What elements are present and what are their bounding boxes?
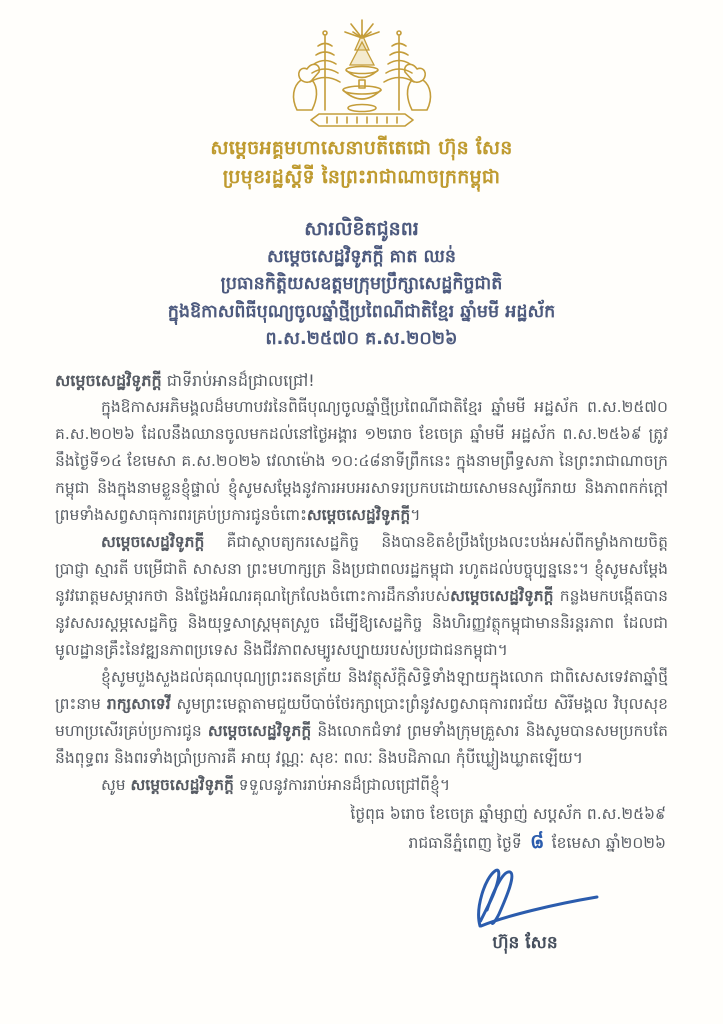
gregorian-date-line [55,828,666,858]
date-suffix: ខែមេសា ឆ្នាំ២០២៦ [551,834,666,852]
body-paragraph [55,529,668,664]
royal-arms-icon [55,18,668,130]
signatory-name: ហ៊ុន សែន [492,932,558,953]
honorific-bold-text: សម្តេចសេដ្ឋវិទូភក្តី [306,505,411,524]
paragraph-text: សូមព្រះមេត្តាតាមជួយបីបាច់ថែរក្សាប្រោះព្រំនូវសព្វសាធុការពរជ័យ សិរីមង្គល វិបុលសុខ មហាប្រសើរគ្រប់ប្រការជូន [55,694,669,740]
salutation [55,367,668,394]
recipient-name-line: សម្តេចសេដ្ឋវិទូភក្តី គាត ឈន់ [266,246,457,267]
dateline [55,801,668,858]
signature-scribble-icon [425,862,625,940]
letterhead [55,134,668,192]
date-prefix: រាជធានីភ្នំពេញ ថ្ងៃទី [408,834,522,852]
honorific-bold-text: សម្តេចសេដ្ឋវិទូភក្តី [101,532,205,551]
letterhead-subtitle-line: ប្រមុខរដ្ឋស្តីទី នៃព្រះរាជាណាចក្រកម្ពុជា [222,166,501,188]
handwritten-day-number: ៨ [528,828,545,854]
lunar-date-line: ថ្ងៃពុធ ៦រោច ខែចេត្រ ឆ្នាំម្សាញ់ សប្តស័ក ព.ស.២៥៦៩ [350,804,666,823]
letterhead-title-line: សម្តេចអគ្គមហាសេនាបតីតេជោ ហ៊ុន សែន [210,137,513,159]
signature-block [410,862,640,957]
paragraph-text: ក្នុងឱកាសអភិមង្គលដ៏មហាបវរនៃពិធីបុណ្យចូលឆ្នាំថ្មីប្រពៃណីជាតិខ្មែរ ឆ្នាំមមី អដ្ឋស័ក ព.ស.២៥៧០ គ.ស.២០២៦ ដែលនឹងឈានចូលមកដល់នៅថ្ងៃអង្គារ ១២រោច ខែចេត្រ ឆ្នាំមមី អដ្ឋស័ក ព.ស.២៥៦៩ ត្រូវនឹងថ្ងៃទី១៤ ខែមេសា គ.ស.២០២៦ វេលាម៉ោង ១០:៤៨នាទីព្រឹកនេះ ក្នុងនាមព្រឹទ្ធសភា នៃព្រះរាជាណាចក្រកម្ពុជា និងក្នុងនាមខ្លួនខ្ញុំផ្ទាល់ ខ្ញុំសូមសម្តែងនូវការអបអរសាទរប្រកបដោយសោមនស្សរីករាយ និងភាពកក់ក្តៅ ព្រមទាំងសព្វសាធុការពរគ្រប់ប្រការជូនចំពោះ [55,397,668,524]
letter-type-title: សារលិខិតជូនពរ [304,218,419,240]
body-paragraphs [55,394,668,799]
body-paragraph [55,394,668,529]
paragraph-text: ទទួលនូវការរាប់អានដ៏ជ្រាលជ្រៅពីខ្ញុំ។ [233,775,451,794]
paragraph-text: ។ [410,505,421,524]
honorific-bold-text: សម្តេចសេដ្ឋវិទូភក្តី [207,721,312,740]
paragraph-text: គឺជាស្ថាបត្យករសេដ្ឋកិច្ច និងបានខិតខំប្រឹងប្រែងលះបង់អស់ពីកម្លាំងកាយចិត្ត ប្រាជ្ញា ស្មារតី បម្រើជាតិ សាសនា ព្រះមហាក្សត្រ និងប្រជាពលរដ្ឋកម្ពុជា រហូតដល់បច្ចុប្បន្ននេះ។ ខ្ញុំសូមសម្តែងនូវវរោត្តមសម្ភារកថា និងថ្លែងអំណរគុណក្រៃលែងចំពោះការដឹកនាំរបស់ [55,532,668,605]
paragraph-text: ខ្ញុំសូមបួងសួងដល់គុណបុណ្យព្រះរតនត្រ័យ និងវត្ថុស័ក្តិសិទ្ធិទាំងឡាយក្នុងលោក ជាពិសេសទេវតាឆ្នាំថ្មីព្រះនាម [55,667,668,713]
body-paragraph [55,772,668,799]
honorific-bold-text: សម្តេចសេដ្ឋវិទូភក្តី [450,586,554,605]
paragraph-text: សូម [101,775,131,794]
recipient-position-line: ប្រធានកិត្តិយសឧត្តមក្រុមប្រឹក្សាសេដ្ឋកិច្ចជាតិ [220,274,503,294]
honorific-bold-text: សម្តេចសេដ្ឋវិទូភក្តី [130,775,234,794]
year-line: ព.ស.២៥៧០ គ.ស.២០២៦ [265,329,458,349]
royal-arms-svg [267,18,457,130]
body-paragraph [55,664,668,772]
salutation-text: ជាទីរាប់អានដ៏ជ្រាលជ្រៅ! [161,370,315,390]
occasion-line: ក្នុងឱកាសពិធីបុណ្យចូលឆ្នាំថ្មីប្រពៃណីជាតិខ្មែរ ឆ្នាំមមី អដ្ឋស័ក [167,301,556,322]
salutation-honorific: សម្តេចសេដ្ឋវិទូភក្តី [55,370,162,390]
title-block [55,216,668,354]
honorific-bold-text: រាក្សសាទេវី [106,694,171,713]
paragraph-text: និងលោកជំទាវ ព្រមទាំងក្រុមគ្រួសារ និងសូមបានសមប្រកបតែនឹងពុទ្ធពរ និងពរទាំងប្រាំប្រការគឺ អាយុ វណ្ណៈ សុខៈ ពលៈ និងបដិភាណ កុំបីឃ្លៀងឃ្លាតឡើយ។ [55,721,668,767]
paragraph-text: កន្លងមកបង្កើតបាននូវសសរស្តម្ភសេដ្ឋកិច្ច និងយុទ្ធសាស្ត្រមុតស្រួច ដើម្បីឱ្យសេដ្ឋកិច្ច និងហិរញ្ញវត្ថុកម្ពុជាមាននិរន្តរភាព ដែលជាមូលដ្ឋានគ្រឹះនៃវឌ្ឍនភាពប្រទេស និងជីវភាពសម្បូរសប្បាយរបស់ប្រជាជនកម្ពុជា។ [55,586,669,659]
